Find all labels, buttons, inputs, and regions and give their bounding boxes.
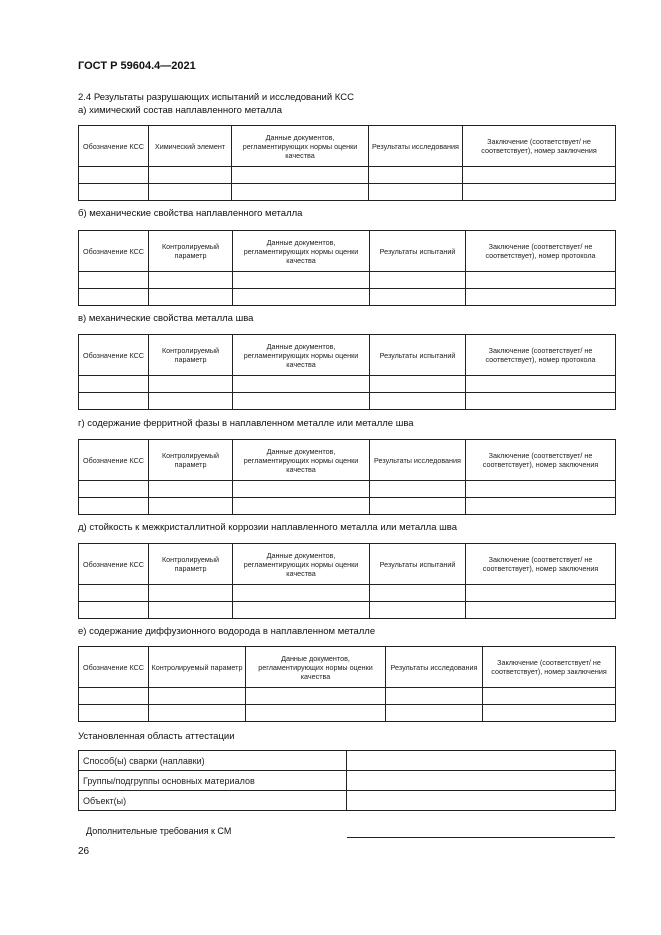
- table-g-col-3: Данные документов, регламентирующих нормы оценки качества: [233, 440, 370, 481]
- table-b-col-3: Данные документов, регламентирующих нормы оценки качества: [233, 231, 370, 272]
- extra-requirements-line[interactable]: [347, 837, 615, 838]
- page-number: 26: [78, 846, 90, 857]
- table-e: [78, 646, 616, 722]
- table-v-heading: в) механические свойства металла шва: [78, 313, 254, 324]
- table-g-heading: г) содержание ферритной фазы в наплавленном металле или металле шва: [78, 418, 414, 429]
- table-e-heading: е) содержание диффузионного водорода в наплавленном металле: [78, 626, 376, 637]
- table-row: [79, 481, 616, 498]
- extra-requirements-label: Дополнительные требования к СМ: [86, 826, 232, 836]
- table-row: [79, 791, 616, 811]
- table-v-col-2: Контролируемый параметр: [149, 335, 233, 376]
- table-row: [79, 272, 616, 289]
- table-v-col-1: Обозначение КСС: [79, 335, 149, 376]
- table-b-col-1: Обозначение КСС: [79, 231, 149, 272]
- table-d-col-2: Контролируемый параметр: [149, 544, 233, 585]
- table-b-heading: б) механические свойства наплавленного металла: [78, 208, 303, 219]
- table-row: [79, 585, 616, 602]
- table-v-col-3: Данные документов, регламентирующих нормы оценки качества: [233, 335, 370, 376]
- scope-value-welding[interactable]: [347, 751, 616, 771]
- table-b-col-5: Заключение (соответствует/ не соответствует), номер протокола: [466, 231, 616, 272]
- table-e-col-4: Результаты исследования: [386, 647, 483, 688]
- table-b-col-2: Контролируемый параметр: [149, 231, 233, 272]
- section-title: 2.4 Результаты разрушающих испытаний и исследований КСС: [78, 92, 354, 103]
- table-g-col-1: Обозначение КСС: [79, 440, 149, 481]
- scope-label-welding: Способ(ы) сварки (наплавки): [79, 751, 347, 771]
- table-d-col-5: Заключение (соответствует/ не соответствует), номер заключения: [466, 544, 616, 585]
- table-row: [79, 751, 616, 771]
- scope-table: [78, 750, 616, 811]
- table-e-col-2: Контролируемый параметр: [149, 647, 246, 688]
- table-row: [79, 771, 616, 791]
- document-header: ГОСТ Р 59604.4—2021: [78, 60, 196, 72]
- scope-value-materials[interactable]: [347, 771, 616, 791]
- table-row: [79, 289, 616, 306]
- table-g-col-5: Заключение (соответствует/ не соответствует), номер заключения: [466, 440, 616, 481]
- scope-title: Установленная область аттестации: [78, 731, 235, 742]
- table-row: [79, 393, 616, 410]
- scope-label-materials: Группы/подгруппы основных материалов: [79, 771, 347, 791]
- table-g-col-4: Результаты исследования: [370, 440, 466, 481]
- table-row: [79, 184, 616, 201]
- table-g: [78, 439, 616, 515]
- table-a-col-3: Данные документов, регламентирующих нормы оценки качества: [232, 126, 369, 167]
- table-v-col-5: Заключение (соответствует/ не соответствует), номер протокола: [466, 335, 616, 376]
- table-d-col-1: Обозначение КСС: [79, 544, 149, 585]
- table-d: [78, 543, 616, 619]
- table-row: [79, 705, 616, 722]
- table-row: [79, 167, 616, 184]
- table-d-col-4: Результаты испытаний: [370, 544, 466, 585]
- table-d-heading: д) стойкость к межкристаллитной коррозии наплавленного металла или металла шва: [78, 522, 457, 533]
- table-row: [79, 498, 616, 515]
- scope-label-objects: Объект(ы): [79, 791, 347, 811]
- table-a-col-5: Заключение (соответствует/ не соответствует), номер заключения: [463, 126, 616, 167]
- table-a-col-2: Химический элемент: [149, 126, 232, 167]
- table-g-col-2: Контролируемый параметр: [149, 440, 233, 481]
- table-b: [78, 230, 616, 306]
- table-a-col-1: Обозначение КСС: [79, 126, 149, 167]
- table-a: [78, 125, 616, 201]
- table-row: [79, 602, 616, 619]
- table-v: [78, 334, 616, 410]
- table-v-col-4: Результаты испытаний: [370, 335, 466, 376]
- scope-value-objects[interactable]: [347, 791, 616, 811]
- table-row: [79, 376, 616, 393]
- table-d-col-3: Данные документов, регламентирующих нормы оценки качества: [233, 544, 370, 585]
- table-e-col-3: Данные документов, регламентирующих нормы оценки качества: [246, 647, 386, 688]
- table-row: [79, 688, 616, 705]
- table-e-col-5: Заключение (соответствует/ не соответствует), номер заключения: [483, 647, 616, 688]
- table-a-heading: а) химический состав наплавленного металла: [78, 105, 282, 116]
- table-e-col-1: Обозначение КСС: [79, 647, 149, 688]
- table-a-col-4: Результаты исследования: [369, 126, 463, 167]
- table-b-col-4: Результаты испытаний: [370, 231, 466, 272]
